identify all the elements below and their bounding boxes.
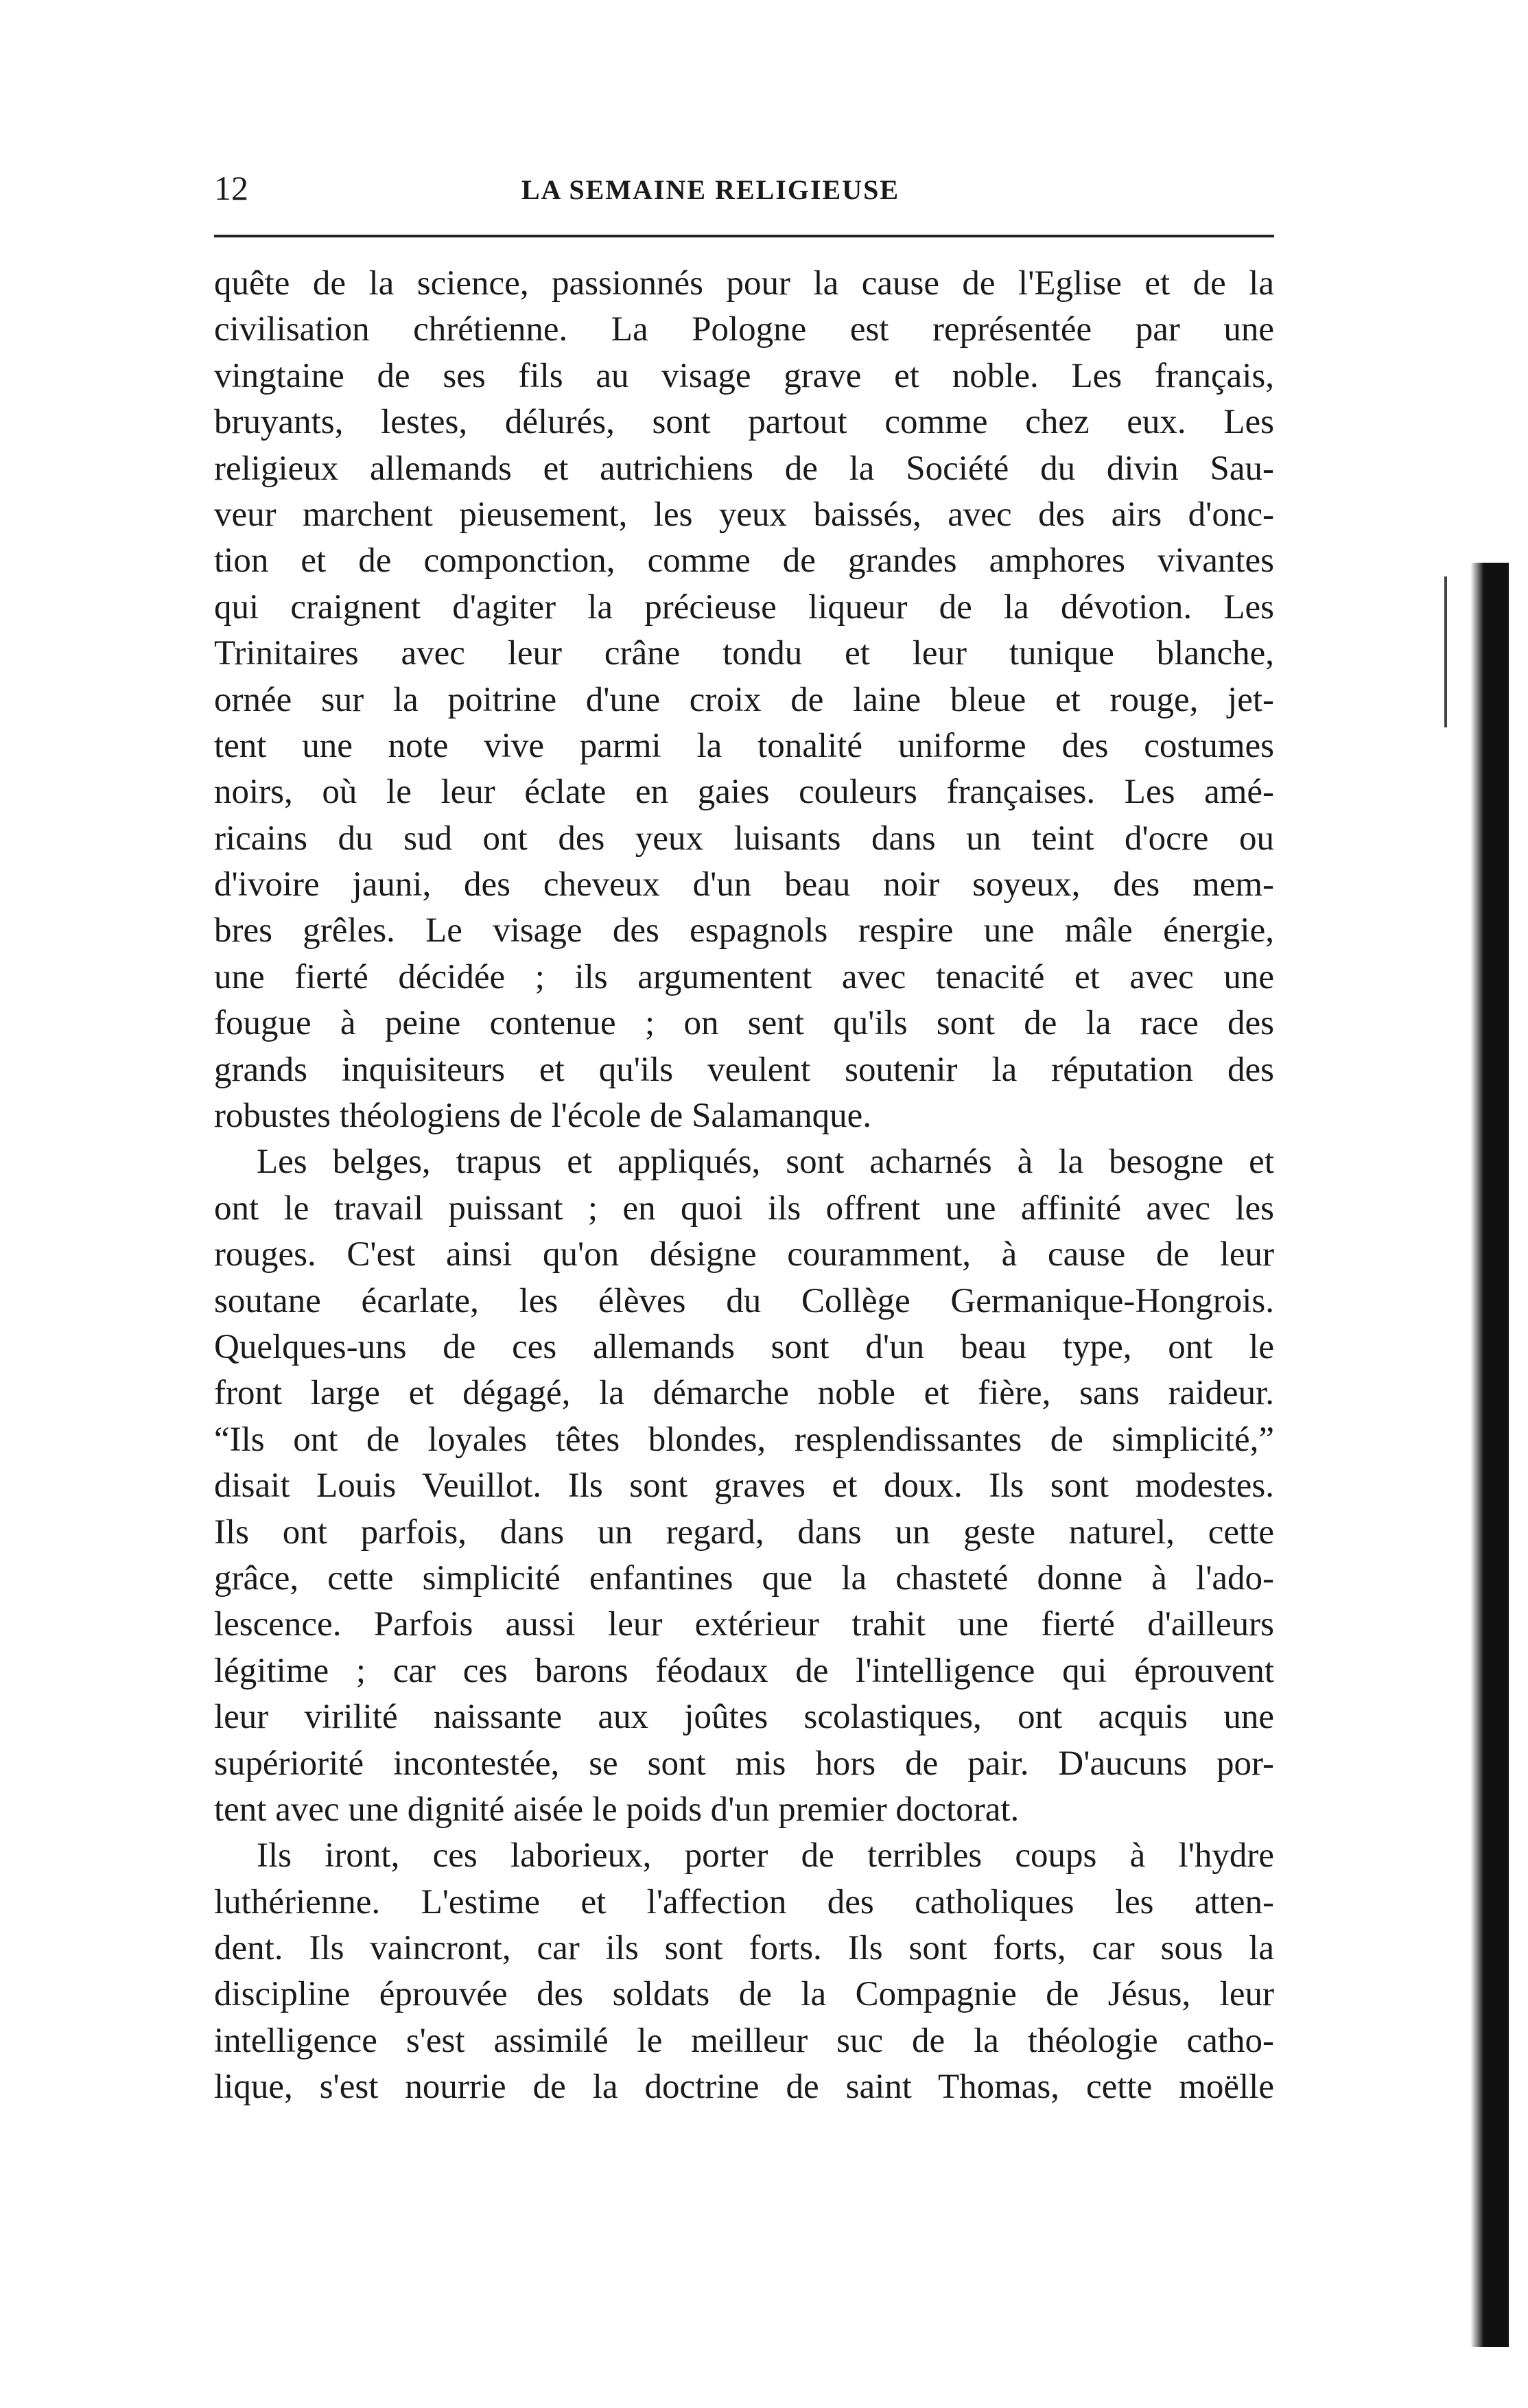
text-line: lique, s'est nourrie de la doctrine de saint Thomas, cette moëlle	[214, 2068, 1274, 2107]
text-line: vingtaine de ses fils au visage grave et noble. Les français,	[214, 356, 1274, 395]
text-line: grâce, cette simplicité enfantines que la chasteté donne à l'ado-	[214, 1558, 1274, 1598]
text-line: soutane écarlate, les élèves du Collège Germanique-Hongrois.	[214, 1281, 1274, 1320]
text-line: Quelques-uns de ces allemands sont d'un beau type, ont le	[214, 1327, 1274, 1366]
text-line: civilisation chrétienne. La Pologne est représentée par une	[214, 310, 1274, 349]
text-line: luthérienne. L'estime et l'affection des catholiques les atten-	[214, 1882, 1274, 1921]
text-line: qui craignent d'agiter la précieuse liqueur de la dévotion. Les	[214, 587, 1274, 627]
text-line: intelligence s'est assimilé le meilleur suc de la théologie catho-	[214, 2021, 1274, 2060]
text-line: tion et de componction, comme de grandes amphores vivantes	[214, 541, 1274, 581]
text-line: dent. Ils vaincront, car ils sont forts. Ils sont forts, car sous la	[214, 1929, 1274, 1968]
page-number: 12	[214, 169, 248, 207]
text-line: Les belges, trapus et appliqués, sont acharnés à la besogne et	[257, 1143, 1274, 1182]
text-line: fougue à peine contenue ; on sent qu'ils sont de la race des	[214, 1004, 1274, 1043]
text-line: Ils iront, ces laborieux, porter de terribles coups à l'hydre	[257, 1836, 1274, 1875]
text-line: disait Louis Veuillot. Ils sont graves et doux. Ils sont modestes.	[214, 1466, 1274, 1506]
text-line: discipline éprouvée des soldats de la Compagnie de Jésus, leur	[214, 1975, 1274, 2014]
text-line: grands inquisiteurs et qu'ils veulent soutenir la réputation des	[214, 1050, 1274, 1089]
text-line: d'ivoire jauni, des cheveux d'un beau noir soyeux, des mem-	[214, 865, 1274, 904]
text-line: robustes théologiens de l'école de Salamanque.	[214, 1097, 872, 1136]
running-title: LA SEMAINE RELIGIEUSE	[521, 174, 900, 205]
scan-edge-shadow	[1470, 563, 1509, 2347]
text-line: noirs, où le leur éclate en gaies couleurs françaises. Les amé-	[214, 773, 1274, 812]
text-line: Ils ont parfois, dans un regard, dans un geste naturel, cette	[214, 1512, 1274, 1552]
text-line: supériorité incontestée, se sont mis hors de pair. D'aucuns por-	[214, 1744, 1274, 1783]
text-line: front large et dégagé, la démarche noble et fière, sans raideur.	[214, 1374, 1274, 1413]
text-line: religieux allemands et autrichiens de la Société du divin Sau-	[214, 449, 1274, 488]
text-line: légitime ; car ces barons féodaux de l'intelligence qui éprouvent	[214, 1651, 1274, 1690]
text-line: ornée sur la poitrine d'une croix de laine bleue et rouge, jet-	[214, 680, 1274, 719]
text-line: bruyants, lestes, délurés, sont partout comme chez eux. Les	[214, 403, 1274, 442]
header-rule	[214, 235, 1274, 237]
text-line: “Ils ont de loyales têtes blondes, resplendissantes de simplicité,”	[214, 1420, 1274, 1459]
text-line: bres grêles. Le visage des espagnols respire une mâle énergie,	[214, 911, 1274, 950]
text-line: tent avec une dignité aisée le poids d'un premier doctorat.	[214, 1790, 1020, 1829]
text-line: lescence. Parfois aussi leur extérieur trahit une fierté d'ailleurs	[214, 1605, 1274, 1644]
text-line: veur marchent pieusement, les yeux baissés, avec des airs d'onc-	[214, 495, 1274, 534]
text-line: tent une note vive parmi la tonalité uniforme des costumes	[214, 726, 1274, 765]
text-line: ricains du sud ont des yeux luisants dans un teint d'ocre ou	[214, 819, 1274, 858]
text-line: une fierté décidée ; ils argumentent avec tenacité et avec une	[214, 957, 1274, 996]
text-line: leur virilité naissante aux joûtes scolastiques, ont acquis une	[214, 1698, 1274, 1737]
text-line: Trinitaires avec leur crâne tondu et leur tunique blanche,	[214, 634, 1274, 673]
text-line: rouges. C'est ainsi qu'on désigne couramment, à cause de leur	[214, 1235, 1274, 1274]
body-text	[214, 261, 1274, 2111]
text-line: quête de la science, passionnés pour la cause de l'Eglise et de la	[214, 264, 1274, 303]
text-line: ont le travail puissant ; en quoi ils offrent une affinité avec les	[214, 1189, 1274, 1228]
scan-edge-mark	[1444, 576, 1447, 727]
